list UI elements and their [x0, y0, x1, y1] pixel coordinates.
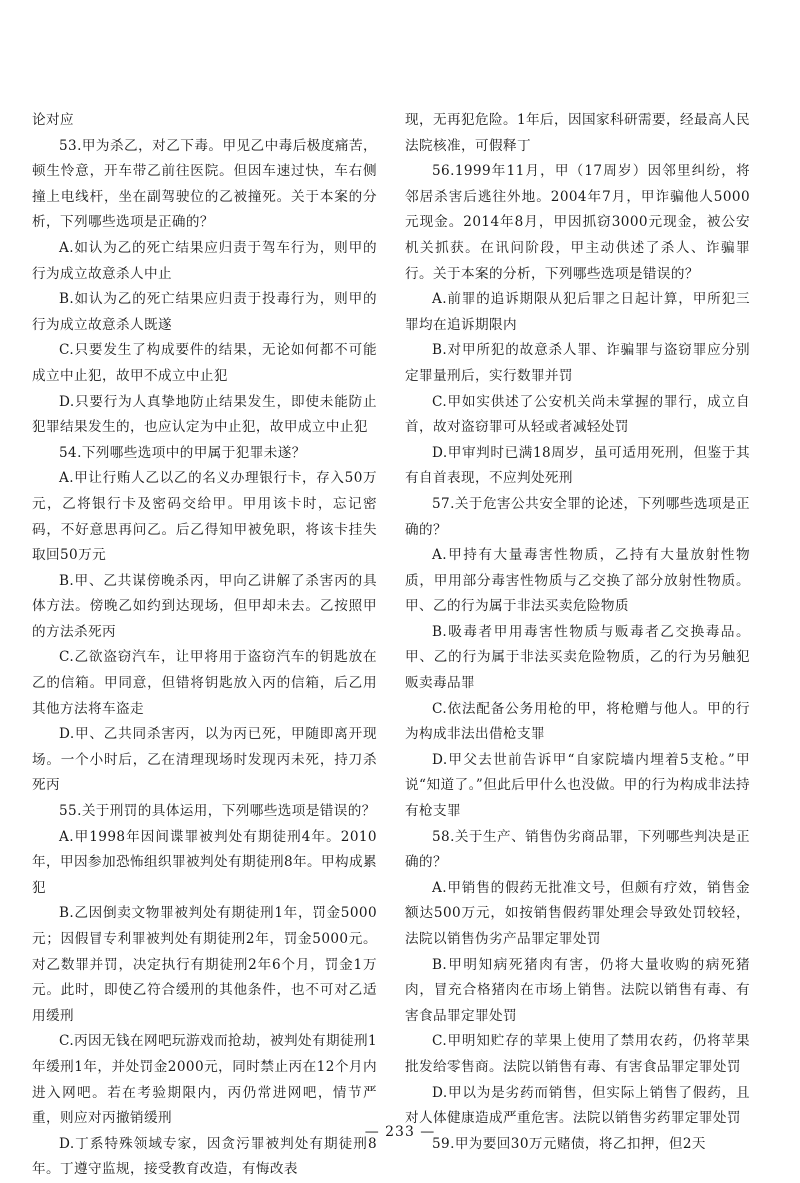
answer-option: C.只要发生了构成要件的结果，无论如何都不可能成立中止犯，故甲不成立中止犯	[32, 342, 377, 384]
continued-text: 现，无再犯危险。1年后，因国家科研需要，经最高人民法院核准，可假释丁	[405, 112, 750, 154]
answer-option: C.甲明知贮存的苹果上使用了禁用农药，仍将苹果批发给零售商。法院以销售有毒、有害食品罪定罪处罚	[405, 1033, 750, 1075]
answer-option: B.甲、乙共谋傍晚杀丙，甲向乙讲解了杀害丙的具体方法。傍晚乙如约到达现场，但甲却未去。乙按照甲的方法杀死丙	[32, 572, 377, 640]
answer-option: C.丙因无钱在网吧玩游戏而抢劫，被判处有期徒刑1年缓刑1年，并处罚金2000元，同时禁止丙在12个月内进入网吧。若在考验期限内，丙仍常进网吧，情节严重，则应对丙撤销缓刑	[32, 1033, 377, 1127]
answer-option: D.甲父去世前告诉甲“自家院墙内埋着5支枪。”甲说“知道了。”但此后甲什么也没做。甲的行为构成非法持有枪支罪	[405, 751, 750, 820]
answer-option: A.甲销售的假药无批准文号，但颇有疗效，销售金额达500万元，如按销售假药罪处理会导致处罚较轻，法院以销售伪劣产品罪定罪处罚	[405, 879, 750, 947]
answer-option: B.甲明知病死猪肉有害，仍将大量收购的病死猪肉，冒充合格猪肉在市场上销售。法院以销售有毒、有害食品罪定罪处罚	[405, 956, 750, 1024]
answer-option: D.甲、乙共同杀害丙，以为丙已死，甲随即离开现场。一个小时后，乙在清理现场时发现丙未死，持刀杀死丙	[32, 726, 377, 794]
question-stem: 57.关于危害公共安全罪的论述，下列哪些选项是正确的？	[405, 495, 750, 538]
question-stem: 55.关于刑罚的具体运用，下列哪些选项是错误的？	[59, 803, 376, 820]
answer-option: D.只要行为人真挚地防止结果发生，即使未能防止犯罪结果发生的，也应认定为中止犯，故甲成立中止犯	[32, 393, 377, 436]
continued-text: 论对应	[32, 112, 74, 128]
answer-option: C.甲如实供述了公安机关尚未掌握的罪行，成立自首，故对盗窃罪可从轻或者减轻处罚	[405, 393, 750, 436]
answer-option: B.乙因倒卖文物罪被判处有期徒刑1年，罚金5000元；因假冒专利罪被判处有期徒刑2年，罚金5000元。对乙数罪并罚，决定执行有期徒刑2年6个月，罚金1万元。此时，即使乙符合缓刑的其他条件，也不可对乙适用缓刑	[32, 905, 377, 1024]
question-stem: 59.甲为要回30万元赌债，将乙扣押，但2天	[432, 1135, 706, 1152]
answer-option: C.乙欲盗窃汽车，让甲将用于盗窃汽车的钥匙放在乙的信箱。甲同意，但错将钥匙放入丙的信箱，后乙用其他方法将车盗走	[32, 649, 377, 717]
answer-option: D.甲以为是劣药而销售，但实际上销售了假药，且对人体健康造成严重危害。法院以销售劣药罪定罪处罚	[405, 1084, 750, 1127]
answer-option: D.甲审判时已满18周岁，虽可适用死刑，但鉴于其有自首表现，不应判处死刑	[405, 444, 750, 487]
answer-option: A.甲让行贿人乙以乙的名义办理银行卡，存入50万元，乙将银行卡及密码交给甲。甲用该卡时，忘记密码，不好意思再问乙。后乙得知甲被免职，将该卡挂失取回50万元	[32, 470, 377, 564]
left-column	[32, 108, 377, 1183]
answer-option: A.如认为乙的死亡结果应归责于驾车行为，则甲的行为成立故意杀人中止	[32, 239, 377, 282]
answer-option: B.如认为乙的死亡结果应归责于投毒行为，则甲的行为成立故意杀人既遂	[32, 291, 377, 333]
question-stem: 56.1999年11月，甲（17周岁）因邻里纠纷，将邻居杀害后逃往外地。2004年7月，甲诈骗他人5000元现金。2014年8月，甲因抓窃3000元现金，被公安机关抓获。在讯问阶段，甲主动供述了杀人、诈骗罪行。关于本案的分析，下列哪些选项是错误的？	[405, 163, 750, 282]
answer-option: A.甲1998年因间谍罪被判处有期徒刑4年。2010年，甲因参加恐怖组织罪被判处有期徒刑8年。甲构成累犯	[32, 828, 377, 896]
answer-option: D.丁系特殊领域专家，因贪污罪被判处有期徒刑8年。丁遵守监规，接受教育改造，有悔改表	[32, 1135, 377, 1178]
answer-option: A.甲持有大量毒害性物质，乙持有大量放射性物质，甲用部分毒害性物质与乙交换了部分放射性物质。甲、乙的行为属于非法买卖危险物质	[405, 547, 750, 615]
answer-option: C.依法配备公务用枪的甲，将枪赠与他人。甲的行为构成非法出借枪支罪	[405, 700, 750, 743]
question-stem: 58.关于生产、销售伪劣商品罪，下列哪些判决是正确的？	[405, 828, 750, 871]
question-stem: 54.下列哪些选项中的甲属于犯罪未遂？	[59, 444, 306, 461]
page-number: — 233 —	[364, 1124, 436, 1140]
right-column	[405, 108, 750, 1157]
answer-option: B.对甲所犯的故意杀人罪、诈骗罪与盗窃罪应分别定罪量刑后，实行数罪并罚	[405, 342, 750, 384]
question-stem: 53.甲为杀乙，对乙下毒。甲见乙中毒后极度痛苦，顿生怜意，开车带乙前往医院。但因车速过快，车右侧撞上电线杆，坐在副驾驶位的乙被撞死。关于本案的分析，下列哪些选项是正确的？	[32, 137, 377, 231]
answer-option: B.吸毒者甲用毒害性物质与贩毒者乙交换毒品。甲、乙的行为属于非法买卖危险物质，乙的行为另触犯贩卖毒品罪	[405, 623, 750, 692]
answer-option: A.前罪的追诉期限从犯后罪之日起计算，甲所犯三罪均在追诉期限内	[405, 291, 750, 333]
